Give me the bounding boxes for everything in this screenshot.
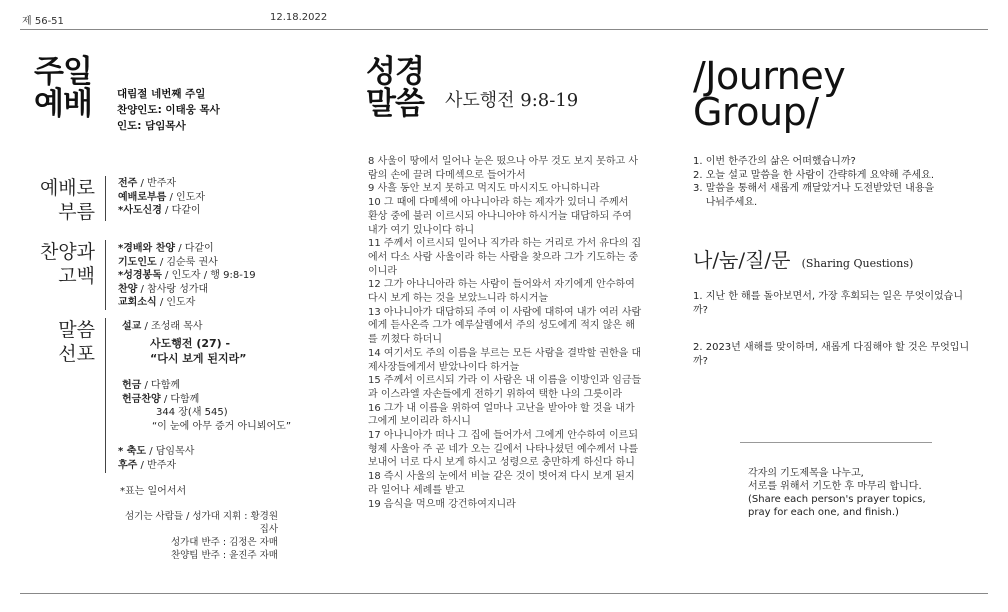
- worship-title-line1: 주일: [34, 54, 92, 90]
- section-call-to-worship-label: [25, 176, 95, 224]
- section-proclamation-label: [25, 318, 95, 366]
- verse-line: 환상 중에 불러 이르시되 아나니아야 하시거늘 대답하되 주여: [368, 210, 632, 222]
- verse-line: 람의 손에 끌려 다메섹으로 들어가서: [368, 169, 526, 181]
- verse-line: 과 이스라엘 자손들에게 전하기 위하여 택한 나의 그릇이라: [368, 388, 623, 400]
- sermon-reference: 사도행전 (27) -: [150, 336, 231, 350]
- order-item: *사도신경 / 다같이: [118, 205, 201, 216]
- bottom-rule: [20, 593, 988, 594]
- order-item: 전주 / 반주자: [118, 178, 177, 189]
- prayer-line: 서로를 위해서 기도한 후 마무리 합니다.: [748, 481, 922, 492]
- section-divider: [105, 176, 106, 221]
- journey-title-line1: /Journey: [693, 54, 846, 98]
- journey-question: 2. 오늘 설교 말씀을 한 사람이 간략하게 요약해 주세요.: [693, 169, 935, 181]
- sharing-question-line: 2. 2023년 새해를 맞이하며, 새롭게 다짐해야 할 것은 무엇입니: [693, 342, 970, 353]
- section-divider: [105, 318, 106, 473]
- section-label-line: 찬양과: [39, 241, 95, 263]
- worship-info: [117, 86, 220, 134]
- sharing-question-line: 1. 지난 한 해를 돌아보면서, 가장 후회되는 일은 무엇이었습니: [693, 291, 963, 302]
- standing-note: *표는 일어서서: [120, 486, 187, 497]
- journey-question: 나눠주세요.: [693, 196, 758, 208]
- verse-line: 그에게 보이리라 하시니: [368, 416, 471, 428]
- section-label-line: 선포: [58, 343, 95, 365]
- verse-line: 11 주께서 이르시되 일어나 직가라 하는 거리로 가서 유다의 집: [368, 238, 642, 250]
- order-item: 예배로부름 / 인도자: [118, 191, 206, 203]
- journey-title: [693, 54, 846, 134]
- sharing-question-1: [693, 290, 963, 317]
- order-item: *경배와 찬양 / 다같이: [118, 243, 214, 254]
- worship-title-line2: 예배: [34, 86, 92, 122]
- scripture-text: [368, 155, 643, 511]
- sharing-heading: [693, 244, 913, 273]
- worship-info-leader: 인도: 담임목사: [117, 120, 186, 132]
- verse-line: 12 그가 아나니아라 하는 사람이 들어와서 자기에게 안수하여: [368, 279, 635, 291]
- closing-block: [118, 445, 194, 472]
- prayer-divider: [740, 442, 932, 443]
- verse-line: 9 사흘 동안 보지 못하고 먹지도 마시지도 아니하니라: [368, 183, 600, 195]
- verse-line: 10 그 때에 다메섹에 아나니아라 하는 제자가 있더니 주께서: [368, 197, 629, 209]
- section-label-line: 고백: [58, 265, 95, 287]
- hymn-title: “이 눈에 아무 증거 아니뵈어도”: [152, 420, 291, 432]
- servants-list: [118, 510, 278, 562]
- prayer-line: (Share each person's prayer topics,: [748, 494, 926, 505]
- verse-line: 라 일어나 세례를 받고: [368, 484, 465, 496]
- section-praise-confession-label: [25, 240, 95, 288]
- order-item: 설교 / 조성래 목사: [122, 321, 203, 332]
- call-to-worship-items: [118, 177, 205, 218]
- verse-line: 에서 다소 사람 사울이라 하는 사람을 찾으라 그가 기도하는 중: [368, 251, 639, 263]
- scripture-title-line1: 성경: [366, 54, 424, 90]
- verse-line: 19 음식을 먹으매 강건하여지니라: [368, 498, 516, 510]
- section-label-line: 부름: [58, 201, 95, 223]
- hymn-number: 344 장(새 545): [156, 407, 228, 418]
- sermon-block: [122, 320, 247, 366]
- verse-line: 17 아나니아가 떠나 그 집에 들어가서 그에게 안수하여 이르되: [368, 430, 638, 442]
- verse-line: 제사장들에게서 받았나이다 하거늘: [368, 361, 520, 373]
- verse-line: 14 여기서도 주의 이름을 부르는 모든 사람을 결박할 권한을 대: [368, 347, 642, 359]
- offering-block: [122, 379, 291, 433]
- journey-questions: [693, 155, 934, 209]
- worship-info-advent: 대림절 네번째 주일: [117, 88, 206, 100]
- verse-line: 18 즉시 사울의 눈에서 비늘 같은 것이 벗어져 다시 보게 된지: [368, 471, 635, 483]
- bulletin-number: 제 56-51: [22, 16, 64, 27]
- praise-confession-items: [118, 242, 256, 310]
- sharing-question-2: [693, 341, 969, 368]
- servant-line: 찬양팀 반주 : 윤진주 자매: [170, 550, 278, 561]
- sharing-question-line: 까?: [693, 304, 708, 316]
- worship-title: [34, 56, 92, 120]
- section-label-line: 예배로: [39, 177, 95, 199]
- top-rule: [20, 29, 988, 30]
- verse-line: 8 사울이 땅에서 일어나 눈은 떴으나 아무 것도 보지 못하고 사: [368, 156, 638, 167]
- sharing-subtitle: (Sharing Questions): [801, 257, 914, 270]
- verse-line: 보내어 너로 다시 보게 하시고 성령으로 충만하게 하신다 하니: [368, 457, 635, 469]
- sharing-question-line: 까?: [693, 355, 708, 367]
- verse-line: 이니라: [368, 265, 397, 277]
- order-item: 헌금 / 다함께: [122, 380, 181, 391]
- verse-line: 16 그가 내 이름을 위하여 얼마나 고난을 받아야 할 것을 내가: [368, 402, 635, 414]
- scripture-title: [366, 56, 424, 120]
- order-item: 찬양 / 참사랑 성가대: [118, 283, 209, 295]
- sharing-title: 나/눔/질/문: [693, 248, 791, 272]
- verse-line: 형제 사울아 주 곧 네가 오는 길에서 나타나셨던 예수께서 나를: [368, 443, 639, 455]
- verse-line: 를 끼쳤다 하더니: [368, 334, 442, 346]
- journey-question: 3. 말씀을 통해서 새롭게 깨달았거나 도전받았던 내용을: [693, 183, 935, 194]
- bulletin-date: 12.18.2022: [270, 12, 328, 23]
- worship-info-praise-leader: 찬양인도: 이태웅 목사: [117, 104, 220, 116]
- verse-line: 15 주께서 이르시되 가라 이 사람은 내 이름을 이방인과 임금들: [368, 375, 642, 387]
- prayer-line: pray for each one, and finish.): [748, 507, 899, 518]
- prayer-line: 각자의 기도제목을 나누고,: [748, 468, 864, 479]
- verse-line: 다시 보게 하는 것을 보았느니라 하시거늘: [368, 293, 549, 305]
- scripture-reference: 사도행전 9:8-19: [445, 90, 579, 111]
- journey-title-line2: Group/: [693, 90, 819, 134]
- order-item: 기도인도 / 김순룩 권사: [118, 256, 218, 268]
- order-item: 후주 / 반주자: [118, 459, 177, 471]
- journey-question: 1. 이번 한주간의 삶은 어떠했습니까?: [693, 156, 856, 167]
- prayer-instructions: [748, 467, 926, 519]
- order-item: *성경봉독 / 인도자 / 행 9:8-19: [118, 270, 256, 281]
- scripture-title-line2: 말씀: [366, 86, 424, 122]
- verse-line: 에게 듣사온즉 그가 예루살렘에서 주의 성도에게 적지 않은 해: [368, 320, 635, 332]
- section-divider: [105, 240, 106, 310]
- verse-line: 13 아나니아가 대답하되 주여 이 사람에 대하여 내가 여러 사람: [368, 306, 642, 318]
- servant-line: 섬기는 사람들 / 성가대 지휘 : 황경원 집사: [125, 511, 278, 535]
- order-item: 교회소식 / 인도자: [118, 297, 196, 308]
- servant-line: 성가대 반주 : 김정은 자매: [170, 537, 278, 548]
- order-item: 헌금찬양 / 다함께: [122, 393, 200, 405]
- verse-line: 내가 여기 있나이다 하니: [368, 224, 475, 236]
- section-label-line: 말씀: [58, 319, 95, 341]
- order-item: * 축도 / 담임목사: [118, 446, 195, 457]
- sermon-title: “다시 보게 된지라”: [150, 351, 247, 365]
